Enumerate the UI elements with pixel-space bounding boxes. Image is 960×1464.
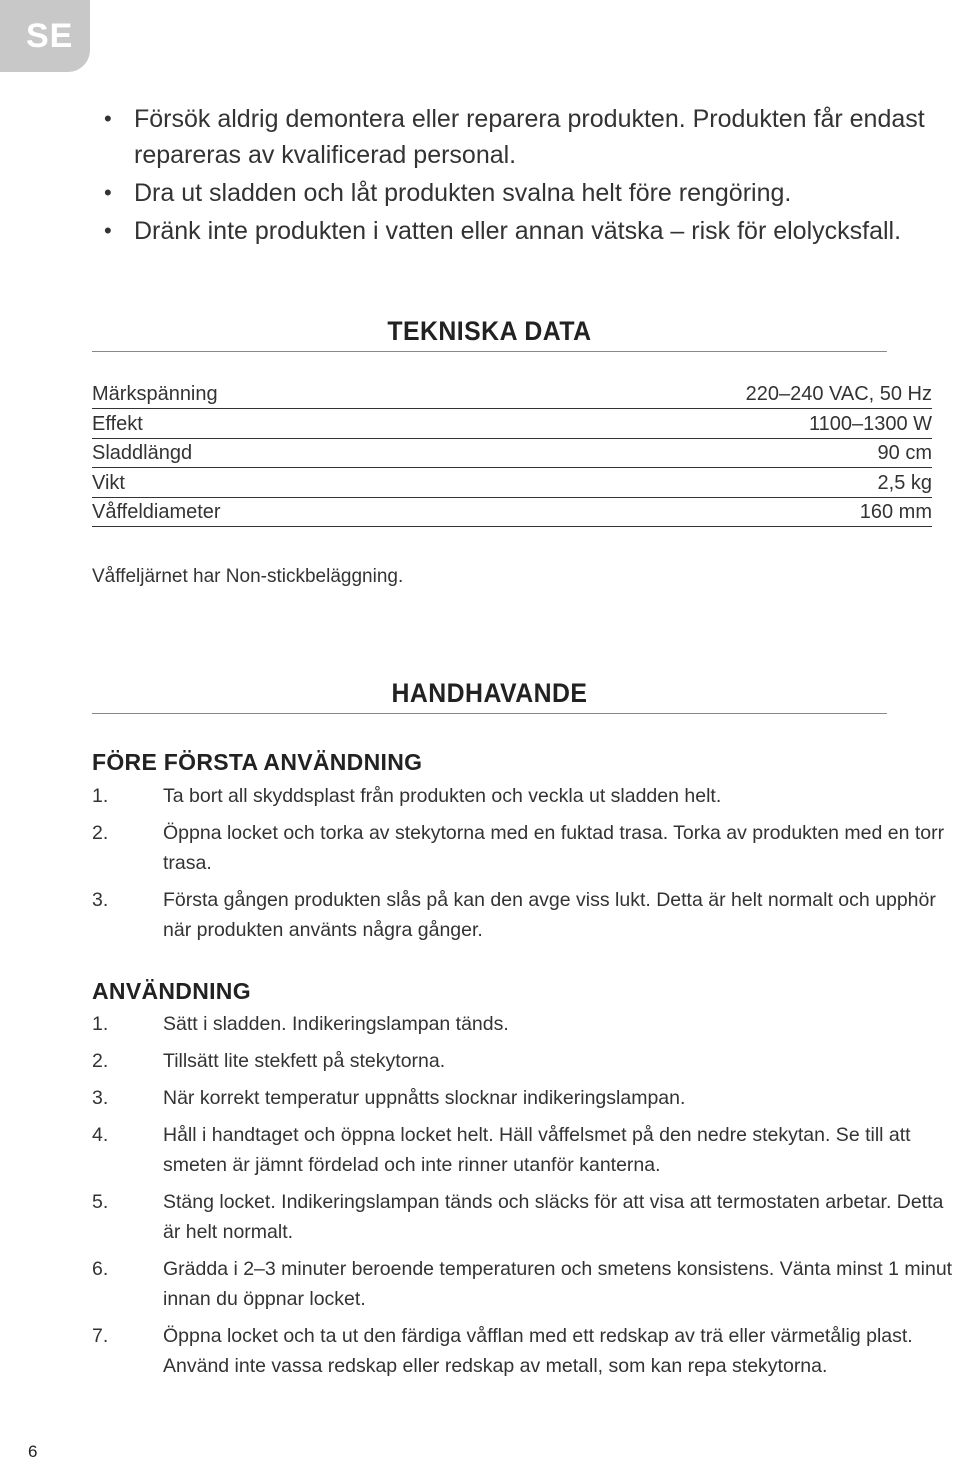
warning-text: Försök aldrig demontera eller reparera produkten. Produkten får endast repareras av kvalificerad personal. <box>134 105 925 169</box>
step-number: 4. <box>92 1124 109 1146</box>
anvandning-steps <box>92 1009 958 1388</box>
step-item <box>92 1321 958 1381</box>
spec-label: Vikt <box>92 471 125 494</box>
spec-label: Sladdlängd <box>92 442 193 464</box>
step-number: 3. <box>92 1087 109 1109</box>
spec-row <box>92 410 932 439</box>
coating-note: Våffeljärnet har Non-stickbeläggning. <box>92 566 404 587</box>
fore-forsta-heading: FÖRE FÖRSTA ANVÄNDNING <box>92 749 423 775</box>
step-text: Första gången produkten slås på kan den avge viss lukt. Detta är helt normalt och upphör när produkten använts några gånger. <box>163 889 936 941</box>
step-number: 2. <box>92 1050 109 1072</box>
spec-row <box>92 380 932 409</box>
step-number: 5. <box>92 1191 109 1213</box>
step-text: Öppna locket och torka av stekytorna med en fuktad trasa. Torka av produkten med en torr trasa. <box>163 822 945 874</box>
step-item <box>92 1187 958 1247</box>
step-item <box>92 1120 958 1180</box>
warning-item <box>104 175 934 211</box>
step-number: 2. <box>92 822 109 844</box>
warning-text: Dränk inte produkten i vatten eller annan vätska – risk för elolycksfall. <box>134 217 902 245</box>
spec-value: 1100–1300 W <box>808 412 932 435</box>
page-number: 6 <box>28 1442 38 1461</box>
spec-table <box>92 380 932 528</box>
warning-list <box>104 101 934 251</box>
fore-forsta-steps <box>92 781 958 952</box>
step-item <box>92 818 958 878</box>
spec-label: Märkspänning <box>92 383 218 405</box>
step-text: Håll i handtaget och öppna locket helt. Häll våffelsmet på den nedre stekytan. Se till att smeten är jämnt fördelad och inte rinner utanför kanterna. <box>163 1124 911 1176</box>
step-item <box>92 1083 958 1113</box>
step-item <box>92 885 958 945</box>
step-text: Ta bort all skyddsplast från produkten och veckla ut sladden helt. <box>163 785 722 807</box>
bullet-icon: • <box>104 180 112 205</box>
bullet-icon: • <box>104 218 112 243</box>
warning-item <box>104 213 934 249</box>
step-text: Sätt i sladden. Indikeringslampan tänds. <box>163 1013 509 1035</box>
anvandning-heading: ANVÄNDNING <box>92 978 251 1004</box>
language-tab: SE <box>0 0 90 72</box>
warning-text: Dra ut sladden och låt produkten svalna helt före rengöring. <box>134 179 792 207</box>
bullet-icon: • <box>104 106 112 131</box>
step-item <box>92 1009 958 1039</box>
spec-row <box>92 498 932 527</box>
step-item <box>92 1046 958 1076</box>
step-text: Tillsätt lite stekfett på stekytorna. <box>163 1050 446 1072</box>
step-number: 1. <box>92 785 109 807</box>
step-number: 3. <box>92 889 109 911</box>
spec-label: Våffeldiameter <box>92 501 221 523</box>
spec-value: 90 cm <box>877 442 932 464</box>
spec-row <box>92 439 932 468</box>
step-number: 7. <box>92 1325 109 1347</box>
step-item <box>92 1254 958 1314</box>
step-number: 6. <box>92 1258 109 1280</box>
spec-label: Effekt <box>92 412 143 435</box>
tekniska-data-title: TEKNISKA DATA <box>92 316 887 352</box>
spec-value: 220–240 VAC, 50 Hz <box>745 383 932 405</box>
step-number: 1. <box>92 1013 109 1035</box>
step-text: Öppna locket och ta ut den färdiga våfflan med ett redskap av trä eller värmetålig plast. Använd inte vassa redskap eller redskap av metall, som kan repa stekytorna. <box>163 1325 913 1377</box>
spec-row <box>92 469 932 498</box>
spec-value: 2,5 kg <box>877 471 932 494</box>
spec-value: 160 mm <box>859 501 932 523</box>
handhavande-title: HANDHAVANDE <box>92 678 887 714</box>
step-item <box>92 781 958 811</box>
step-text: Grädda i 2–3 minuter beroende temperaturen och smetens konsistens. Vänta minst 1 minut innan du öppnar locket. <box>163 1258 953 1310</box>
step-text: När korrekt temperatur uppnåtts slocknar indikeringslampan. <box>163 1087 686 1109</box>
warning-item <box>104 101 934 173</box>
step-text: Stäng locket. Indikeringslampan tänds och släcks för att visa att termostaten arbetar. Detta är helt normalt. <box>163 1191 944 1243</box>
